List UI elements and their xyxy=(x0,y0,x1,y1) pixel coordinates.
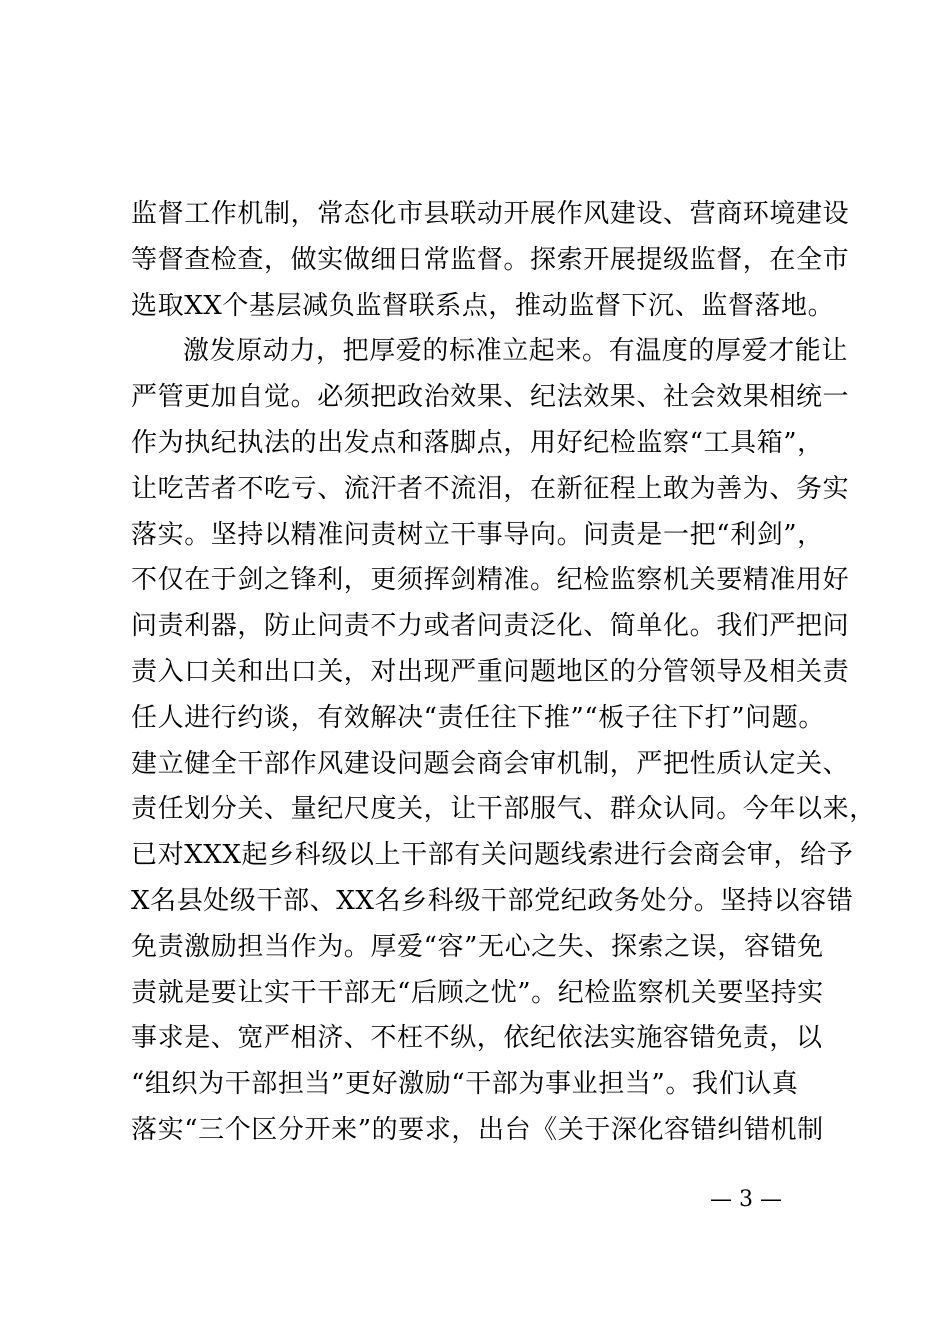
body-text xyxy=(131,192,876,1154)
paragraph-first-line: 激发原动力，把厚爱的标准立起来。有温度的厚爱才能让 xyxy=(183,336,849,367)
text-line: 落实“三个区分开来”的要求，出台《关于深化容错纠错机制 xyxy=(131,1114,824,1145)
text-line: 落实。坚持以精准问责树立干事导向。问责是一把“利剑”， xyxy=(131,519,824,550)
text-line: 监督工作机制，常态化市县联动开展作风建设、营商环境建设 xyxy=(131,199,850,229)
text-line: 不仅在于剑之锋利，更须挥剑精准。纪检监察机关要精准用好 xyxy=(131,565,850,596)
text-line: 责入口关和出口关，对出现严重问题地区的分管领导及相关责 xyxy=(131,656,850,687)
text-line: 责就是要让实干干部无“后顾之忧”。纪检监察机关要坚持实 xyxy=(131,977,824,1008)
text-line: 已对XXX起乡科级以上干部有关问题线索进行会商会审，给予 xyxy=(131,840,854,871)
text-line: 免责激励担当作为。厚爱“容”无心之失、探索之误，容错免 xyxy=(131,931,824,962)
text-line: 责任划分关、量纪尺度关，让干部服气、群众认同。今年以来， xyxy=(131,794,876,825)
text-line: 任人进行约谈，有效解决“责任往下推”“板子往下打”问题。 xyxy=(131,702,825,733)
text-line: 建立健全干部作风建设问题会商会审机制，严把性质认定关、 xyxy=(131,748,850,779)
text-line: X名县处级干部、XX名乡科级干部党纪政务处分。坚持以容错 xyxy=(131,885,854,916)
text-line: 问责利器，防止问责不力或者问责泛化、简单化。我们严把问 xyxy=(131,611,850,642)
text-line: 事求是、宽严相济、不枉不纵，依纪依法实施容错免责，以 xyxy=(131,1023,823,1054)
text-line: “组织为干部担当”更好激励“干部为事业担当”。我们认真 xyxy=(131,1069,799,1100)
text-line: 让吃苦者不吃亏、流汗者不流泪，在新征程上敢为善为、务实 xyxy=(131,473,850,504)
text-line: 严管更加自觉。必须把政治效果、纪法效果、社会效果相统一 xyxy=(131,382,850,413)
text-line: 选取XX个基层减负监督联系点，推动监督下沉、监督落地。 xyxy=(131,290,835,321)
page-number: — 3 — xyxy=(710,1187,782,1212)
text-line: 等督查检查，做实做细日常监督。探索开展提级监督，在全市 xyxy=(131,244,850,275)
text-line: 作为执纪执法的出发点和落脚点，用好纪检监察“工具箱”， xyxy=(131,427,824,458)
